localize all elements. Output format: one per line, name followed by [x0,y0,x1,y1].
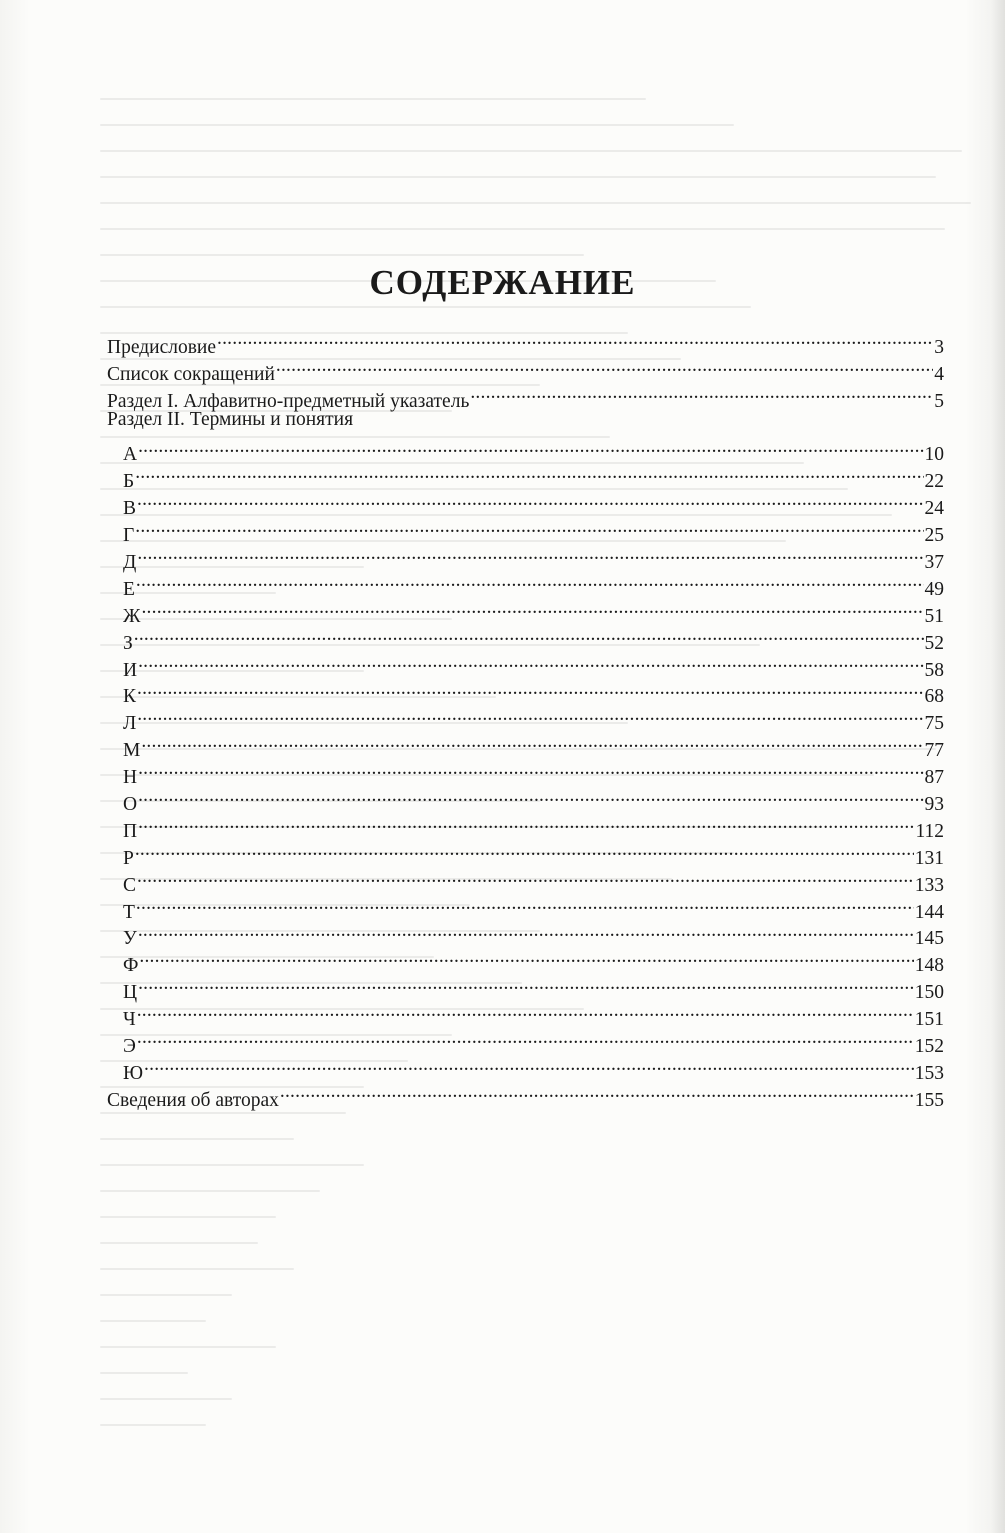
show-through-line [100,1372,188,1374]
toc-entry-label: Предисловие [107,336,217,358]
toc-entry-page-number: 133 [914,874,944,896]
toc-entry-page-number: 145 [914,928,944,950]
toc-entry-page-number: 150 [914,982,944,1004]
toc-entry [107,729,944,762]
toc-entry-page-number: 3 [934,336,944,358]
toc-entry-label: Ц [123,982,138,1004]
toc-entry-page-number: 37 [924,552,944,574]
show-through-line [100,1424,206,1426]
toc-entry-label: В [123,498,137,520]
toc-entry [107,1079,944,1111]
toc-entry-page-number: 112 [915,820,944,842]
toc-entry [107,460,944,493]
dot-leader [134,622,924,649]
toc-entry-page-number: 51 [924,605,944,627]
dot-leader [276,353,933,380]
show-through-line [100,1138,294,1140]
show-through-line [100,1216,276,1218]
toc-entry [107,783,944,816]
toc-entry-page-number: 87 [924,767,944,789]
toc-entry-label: Список сокращений [107,363,275,385]
show-through-line [100,254,584,256]
toc-entry [107,407,944,434]
toc-entry-label: З [123,632,133,654]
dot-leader [135,837,914,864]
toc-entry-label: Ф [123,955,139,977]
dot-leader [137,541,923,568]
toc-entry-label: Раздел II. Термины и понятия [107,408,354,430]
show-through-line [100,1190,320,1192]
toc-entry [107,998,944,1031]
toc-entry-page-number: 24 [924,498,944,520]
toc-entry [107,702,944,735]
dot-leader [137,676,923,703]
toc-entry [107,541,944,574]
show-through-line [100,1242,258,1244]
toc-entry-label: Ч [123,1009,136,1031]
toc-entry-label: Сведения об авторах [107,1089,279,1111]
toc-entry [107,918,944,950]
toc-entry-page-number: 68 [924,686,944,708]
show-through-line [100,1164,364,1166]
dot-leader [139,944,913,971]
dot-leader [135,460,923,487]
toc-entry-label: Э [123,1036,136,1058]
dot-leader [137,1025,914,1052]
toc-entry [107,514,944,547]
toc-entry [107,1052,944,1084]
toc-entry-page-number: 52 [924,632,944,654]
toc-entry-label: Раздел I. Алфавитно-предметный указатель [107,390,470,412]
dot-leader [137,702,923,729]
toc-entry-page-number: 5 [934,390,944,412]
toc-entry-label: П [123,820,138,842]
show-through-line [100,306,751,308]
toc-entry [107,676,944,708]
toc-entry-page-number: 75 [924,713,944,735]
toc-entry-page-number: 155 [914,1089,944,1111]
toc-entry-page-number: 144 [914,901,944,923]
dot-leader [280,1079,914,1106]
dot-leader [135,514,923,541]
toc-entry-page-number: 22 [924,471,944,493]
show-through-line [100,150,962,152]
toc-entry-label: О [123,794,138,816]
dot-leader [217,326,933,353]
toc-entry-page-number: 10 [924,444,944,466]
toc-entry-page-number: 58 [924,659,944,681]
toc-entry [107,353,944,385]
table-of-contents [107,326,944,1111]
dot-leader [136,891,914,918]
toc-entry [107,649,944,681]
toc-entry-page-number: 152 [914,1036,944,1058]
show-through-line [100,124,734,126]
toc-entry [107,1025,944,1058]
toc-entry-label: У [123,928,137,950]
dot-leader [138,810,914,837]
dot-leader [138,434,923,461]
toc-entry [107,891,944,923]
toc-entry-page-number: 151 [914,1009,944,1031]
dot-leader [141,729,923,756]
dot-leader [144,1052,914,1079]
toc-entry-label: С [123,874,137,896]
toc-entry-label: И [123,659,138,681]
show-through-line [100,1398,232,1400]
toc-entry-label: Ж [123,605,141,627]
toc-entry-label: Р [123,847,134,869]
show-through-line [100,202,971,204]
dot-leader [138,783,923,810]
dot-leader [137,487,923,514]
toc-entry [107,595,944,627]
show-through-line [100,1268,294,1270]
toc-entry [107,326,944,358]
show-through-line [100,1346,276,1348]
toc-entry [107,487,944,520]
toc-entry-page-number: 25 [924,525,944,547]
toc-entry-label: Б [123,471,135,493]
dot-leader [138,756,923,783]
dot-leader [138,971,914,998]
toc-entry-label: Г [123,525,135,547]
dot-leader [138,649,923,676]
toc-entry-page-number: 49 [924,578,944,600]
toc-entry-page-number: 77 [924,740,944,762]
toc-entry [107,434,944,466]
toc-entry-page-number: 93 [924,794,944,816]
toc-entry-label: А [123,444,138,466]
toc-entry [107,756,944,789]
toc-entry-label: Л [123,713,137,735]
toc-entry-label: Н [123,767,138,789]
toc-entry-page-number: 4 [934,363,944,385]
dot-leader [470,380,933,407]
toc-entry-label: К [123,686,137,708]
toc-entry-label: Д [123,552,137,574]
dot-leader [141,595,923,622]
toc-entry [107,622,944,654]
toc-entry [107,944,944,977]
toc-entry-page-number: 153 [914,1062,944,1084]
toc-entry [107,864,944,896]
dot-leader [137,864,914,891]
toc-entry [107,568,944,600]
dot-leader [136,568,924,595]
toc-entry-label: Ю [123,1062,144,1084]
toc-entry [107,837,944,869]
show-through-line [100,1320,206,1322]
show-through-line [100,228,945,230]
dot-leader [138,918,914,945]
show-through-line [100,1294,232,1296]
toc-entry-label: М [123,740,141,762]
page-title: СОДЕРЖАНИЕ [369,263,636,302]
toc-entry-page-number: 148 [914,955,944,977]
show-through-line [100,176,936,178]
dot-leader [137,998,914,1025]
toc-entry-label: Е [123,578,135,600]
page-edge-shadow [991,0,1005,1533]
show-through-line [100,98,646,100]
toc-entry-label: Т [123,901,135,923]
toc-entry [107,971,944,1004]
toc-entry-page-number: 131 [914,847,944,869]
toc-entry [107,810,944,842]
